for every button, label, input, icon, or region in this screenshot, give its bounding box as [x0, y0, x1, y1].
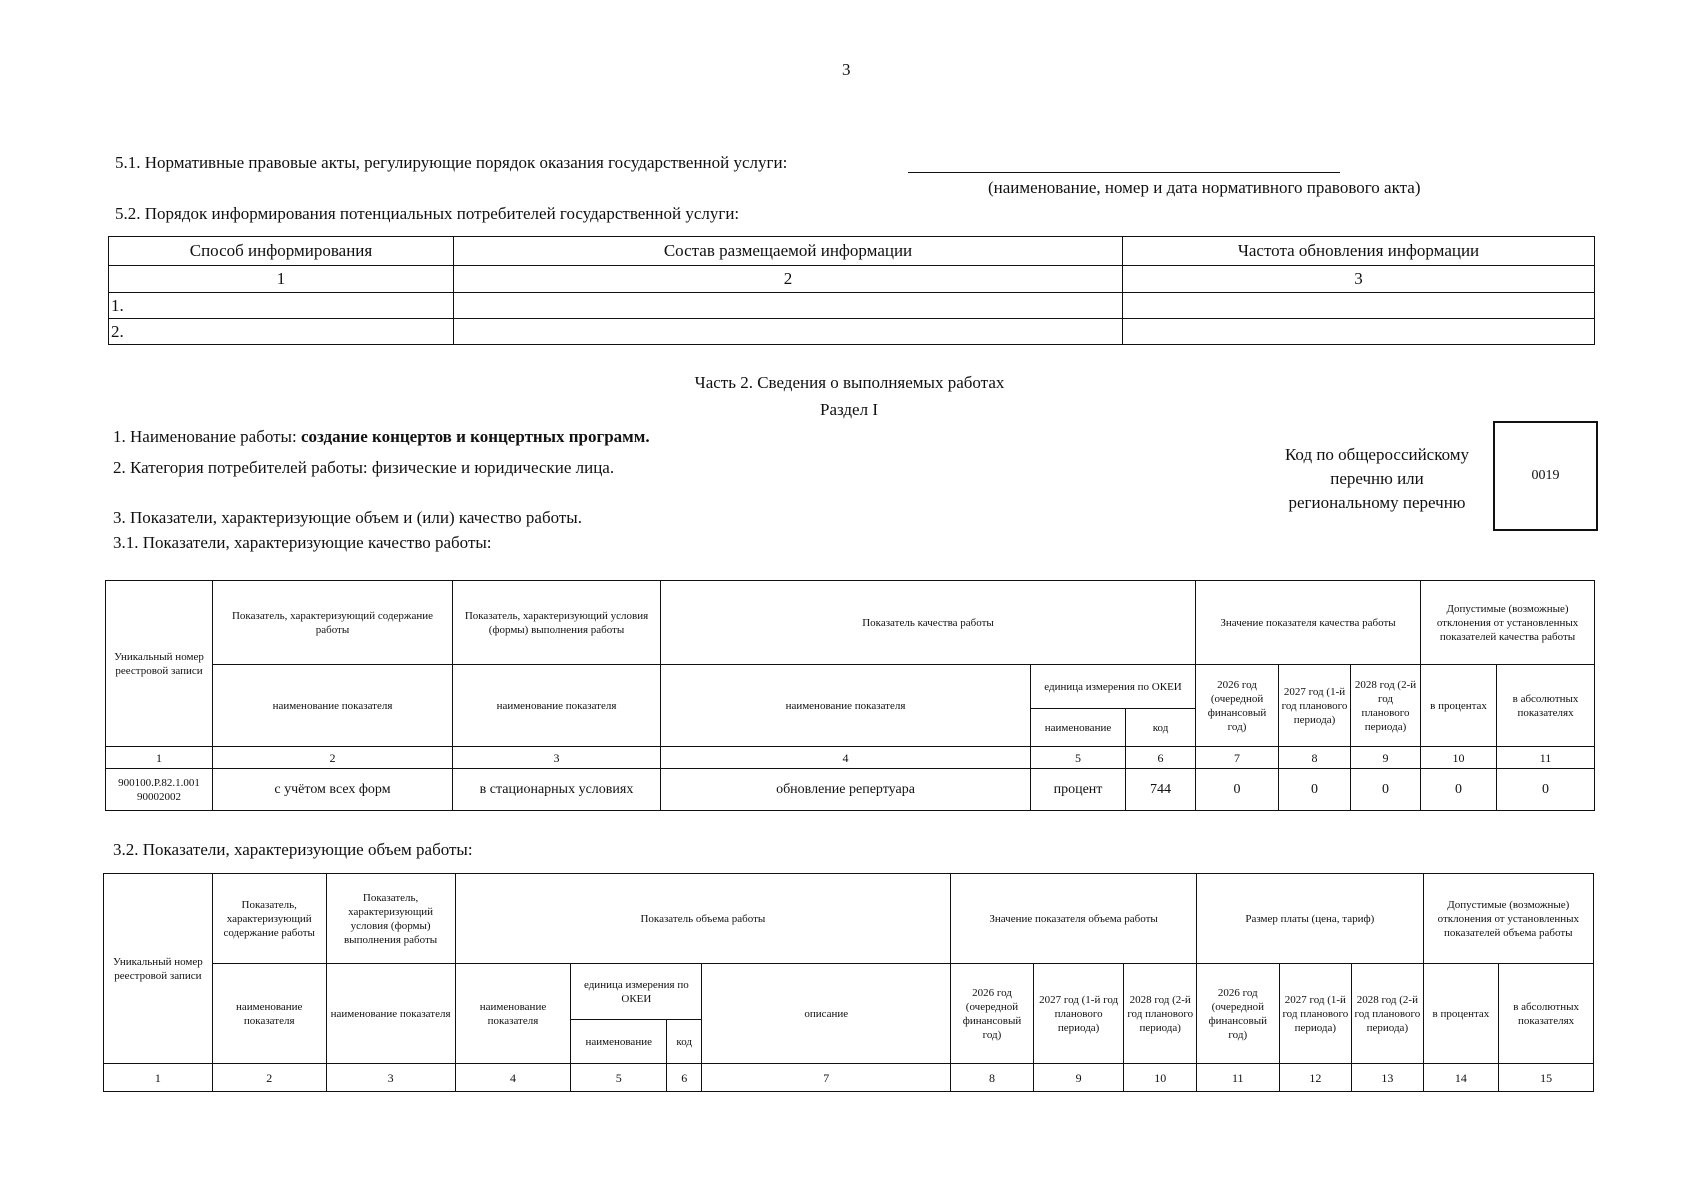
col-num: 2: [212, 1064, 326, 1092]
col-header-frequency: Частота обновления информации: [1123, 237, 1595, 266]
code-value: 0019: [1531, 468, 1560, 483]
subheader-name: наименование показателя: [326, 964, 455, 1064]
col-num: 10: [1124, 1064, 1197, 1092]
table-cell: [454, 319, 1123, 345]
page-number: 3: [842, 60, 851, 79]
col-num: 2: [454, 266, 1123, 293]
subheader-description: описание: [702, 964, 951, 1064]
header-unique-number: Уникальный номер реестровой записи: [104, 874, 213, 1064]
col-num: 7: [1196, 747, 1279, 769]
col-num: 6: [1126, 747, 1196, 769]
col-num: 9: [1033, 1064, 1124, 1092]
col-num: 11: [1196, 1064, 1279, 1092]
cell-value-2027: 0: [1279, 769, 1351, 811]
subheader-in-absolute: в абсолютных показателях: [1497, 665, 1595, 747]
col-header-content: Состав размещаемой информации: [454, 237, 1123, 266]
subheader-unit-name: наименование: [571, 1020, 667, 1064]
consumers-category: 2. Категория потребителей работы: физические и юридические лица.: [113, 458, 615, 477]
header-deviation: Допустимые (возможные) отклонения от установленных показателей объема работы: [1423, 874, 1593, 964]
subheader-unit-name: наименование: [1031, 709, 1126, 747]
header-unique-number: Уникальный номер реестровой записи: [106, 581, 213, 747]
subheader-year-2026: 2026 год (очередной финансовый год): [951, 964, 1034, 1064]
subheader-name: наименование показателя: [213, 665, 453, 747]
col-num: 8: [1279, 747, 1351, 769]
work-name-label: 1. Наименование работы:: [113, 427, 301, 446]
subheader-fee-2026: 2026 год (очередной финансовый год): [1196, 964, 1279, 1064]
header-content-indicator: Показатель, характеризующий содержание работы: [212, 874, 326, 964]
row-label: 1.: [109, 293, 454, 319]
subheader-unit-okei: единица измерения по ОКЕИ: [571, 964, 702, 1020]
subheader-name: наименование показателя: [453, 665, 661, 747]
col-num: 6: [667, 1064, 702, 1092]
subheader-in-percent: в процентах: [1423, 964, 1499, 1064]
subheader-name: наименование показателя: [455, 964, 571, 1064]
subheader-in-absolute: в абсолютных показателях: [1499, 964, 1594, 1064]
subheader-year-2028: 2028 год (2-й год планового периода): [1124, 964, 1197, 1064]
cell-condition: в стационарных условиях: [453, 769, 661, 811]
fill-line: [908, 172, 1340, 173]
section-5-1-text: 5.1. Нормативные правовые акты, регулирующие порядок оказания государственной услуги:: [115, 153, 788, 172]
subheader-year-2026: 2026 год (очередной финансовый год): [1196, 665, 1279, 747]
subheader-year-2027: 2027 год (1-й год планового периода): [1279, 665, 1351, 747]
volume-table: [103, 873, 1594, 1092]
subheader-in-percent: в процентах: [1421, 665, 1497, 747]
item-3-2: 3.2. Показатели, характеризующие объем работы:: [113, 840, 473, 859]
col-num: 5: [571, 1064, 667, 1092]
legal-act-hint: (наименование, номер и дата нормативного правового акта): [988, 178, 1421, 197]
header-conditions-indicator: Показатель, характеризующий условия (формы) выполнения работы: [326, 874, 455, 964]
col-num: 1: [104, 1064, 213, 1092]
col-num: 9: [1351, 747, 1421, 769]
header-fee: Размер платы (цена, тариф): [1196, 874, 1423, 964]
cell-dev-absolute: 0: [1497, 769, 1595, 811]
cell-dev-percent: 0: [1421, 769, 1497, 811]
header-quality-value: Значение показателя качества работы: [1196, 581, 1421, 665]
header-quality-indicator: Показатель качества работы: [661, 581, 1196, 665]
table-cell: [1123, 319, 1595, 345]
subheader-name: наименование показателя: [661, 665, 1031, 747]
section-title: Раздел I: [820, 400, 878, 419]
part-2-title: Часть 2. Сведения о выполняемых работах: [694, 373, 1005, 392]
cell-indicator: обновление репертуара: [661, 769, 1031, 811]
section-5-2-text: 5.2. Порядок информирования потенциальных потребителей государственной услуги:: [115, 204, 740, 223]
col-num: 3: [453, 747, 661, 769]
subheader-unit-code: код: [667, 1020, 702, 1064]
col-num: 3: [326, 1064, 455, 1092]
table-row: [106, 769, 1595, 811]
col-num: 1: [106, 747, 213, 769]
col-num: 14: [1423, 1064, 1499, 1092]
informing-table: [108, 236, 1595, 345]
table-cell: [1123, 293, 1595, 319]
registry-number: 900100.Р.82.1.001 90002002: [106, 769, 213, 811]
subheader-name: наименование показателя: [212, 964, 326, 1064]
code-label: Код по общероссийскому перечню или региональному перечню: [1284, 445, 1470, 512]
cell-code: 744: [1126, 769, 1196, 811]
col-num: 7: [702, 1064, 951, 1092]
col-num: 10: [1421, 747, 1497, 769]
header-volume-indicator: Показатель объема работы: [455, 874, 951, 964]
table-row: [109, 293, 1595, 319]
col-num: 12: [1279, 1064, 1352, 1092]
work-name-value: создание концертов и концертных программ.: [300, 427, 650, 446]
col-num: 5: [1031, 747, 1126, 769]
cell-unit: процент: [1031, 769, 1126, 811]
col-num: 15: [1499, 1064, 1594, 1092]
quality-table: [105, 580, 1595, 811]
cell-value-2028: 0: [1351, 769, 1421, 811]
row-label: 2.: [109, 319, 454, 345]
subheader-year-2027: 2027 год (1-й год планового периода): [1033, 964, 1124, 1064]
col-num: 11: [1497, 747, 1595, 769]
col-num: 4: [661, 747, 1031, 769]
item-3: 3. Показатели, характеризующие объем и (или) качество работы.: [113, 508, 582, 527]
col-num: 2: [213, 747, 453, 769]
col-num: 3: [1123, 266, 1595, 293]
header-content-indicator: Показатель, характеризующий содержание работы: [213, 581, 453, 665]
item-3-1: 3.1. Показатели, характеризующие качество работы:: [113, 533, 492, 552]
cell-value-2026: 0: [1196, 769, 1279, 811]
col-num: 8: [951, 1064, 1034, 1092]
header-deviation: Допустимые (возможные) отклонения от установленных показателей качества работы: [1421, 581, 1595, 665]
code-box: [1493, 421, 1598, 531]
table-cell: [454, 293, 1123, 319]
subheader-unit-okei: единица измерения по ОКЕИ: [1031, 665, 1196, 709]
header-volume-value: Значение показателя объема работы: [951, 874, 1197, 964]
table-row: [109, 319, 1595, 345]
col-num: 1: [109, 266, 454, 293]
header-conditions-indicator: Показатель, характеризующий условия (формы) выполнения работы: [453, 581, 661, 665]
col-num: 13: [1352, 1064, 1424, 1092]
col-num: 4: [455, 1064, 571, 1092]
cell-content: с учётом всех форм: [213, 769, 453, 811]
subheader-fee-2027: 2027 год (1-й год планового периода): [1279, 964, 1352, 1064]
work-name: [113, 427, 650, 447]
subheader-year-2028: 2028 год (2-й год планового периода): [1351, 665, 1421, 747]
subheader-fee-2028: 2028 год (2-й год планового периода): [1352, 964, 1424, 1064]
subheader-unit-code: код: [1126, 709, 1196, 747]
col-header-method: Способ информирования: [109, 237, 454, 266]
